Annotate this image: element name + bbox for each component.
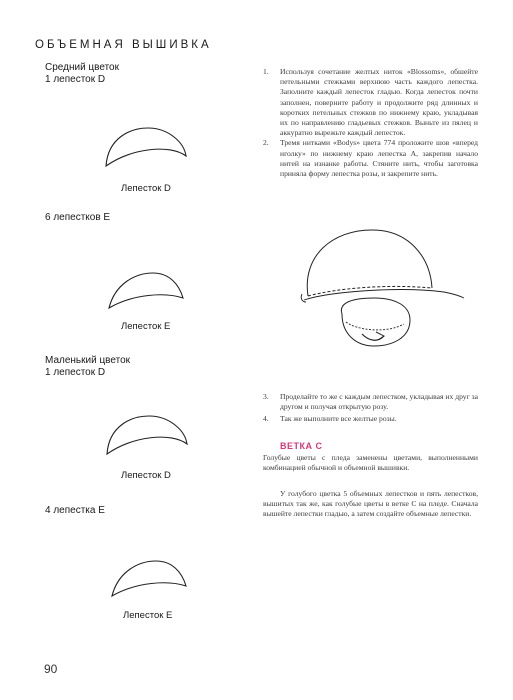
instruction-step	[263, 138, 478, 179]
step-text: Тремя нитками «Bodys» цвета 774 проложите шов «вперед иголку» по нижнему краю лепестка А, закрепив начало нитей на изнанке работы. Стяните нить, чтобы заготовка приняла форму лепестка розы, и закрепите нить.	[280, 138, 478, 179]
step-text: Используя сочетание желтых ниток «Blossoms», обшейте петельными стежками верхнюю часть каждого лепестка. Заполните каждый лепесток гладью. Когда лепесток почти заполнен, поверните работу и продолжите ряд длинных и коротких петельных стежков по нижнему краю, укладывая их по направлению гладьевых стежков. Выньте из пялец и аккуратно вырежьте каждый лепесток.	[280, 67, 478, 138]
step-number: 3.	[263, 392, 269, 401]
page-header: ОБЪЕМНАЯ ВЫШИВКА	[35, 39, 212, 51]
branch-c-heading: ВЕТКА С	[280, 441, 323, 451]
step-text: Так же выполните все желтые розы.	[280, 414, 397, 424]
step-number: 4.	[263, 414, 269, 424]
section-subheading: 1 лепесток D	[45, 73, 106, 85]
section-heading: Маленький цветок	[45, 355, 131, 366]
petal-e-outline	[108, 558, 190, 600]
instruction-step	[263, 392, 478, 412]
section-heading: Средний цветок	[45, 62, 119, 73]
section-title-six-petals: 6 лепестков Е	[45, 212, 111, 223]
instruction-step	[263, 414, 478, 424]
section-subheading: 1 лепесток D	[45, 366, 106, 378]
section-title-small-flower	[45, 355, 130, 378]
petal-gathering-illustration	[298, 222, 468, 362]
instructions-list-top	[263, 67, 478, 179]
page-number: 90	[44, 662, 58, 676]
petal-label: Лепесток D	[121, 183, 171, 194]
petal-d-outline	[100, 126, 190, 172]
petal-e-outline	[105, 270, 187, 312]
petal-label: Лепесток Е	[121, 321, 171, 332]
step-number: 1.	[263, 67, 269, 76]
petal-label: Лепесток Е	[123, 610, 173, 621]
petal-label: Лепесток D	[121, 470, 171, 481]
branch-paragraph: Голубые цветы с пледа заменены цветами, выполненными комбинацией обычной и объемной вышивки.	[263, 453, 478, 473]
instructions-list-bottom	[263, 392, 478, 427]
section-title-four-petals: 4 лепестка Е	[45, 505, 105, 516]
section-title-medium-flower	[45, 62, 119, 85]
step-text: Проделайте то же с каждым лепестком, укладывая их друг за другом и получая открытую розу.	[280, 392, 478, 412]
branch-paragraph: У голубого цветка 5 объемных лепестков и пять лепестков, вышитых так же, как голубые цветы в ветке С на пледе. Сначала вышейте лепестки гладью, а затем создайте объемные лепестки.	[263, 489, 478, 519]
step-number: 2.	[263, 138, 269, 148]
instruction-step	[263, 67, 478, 138]
petal-d-outline	[101, 414, 191, 460]
